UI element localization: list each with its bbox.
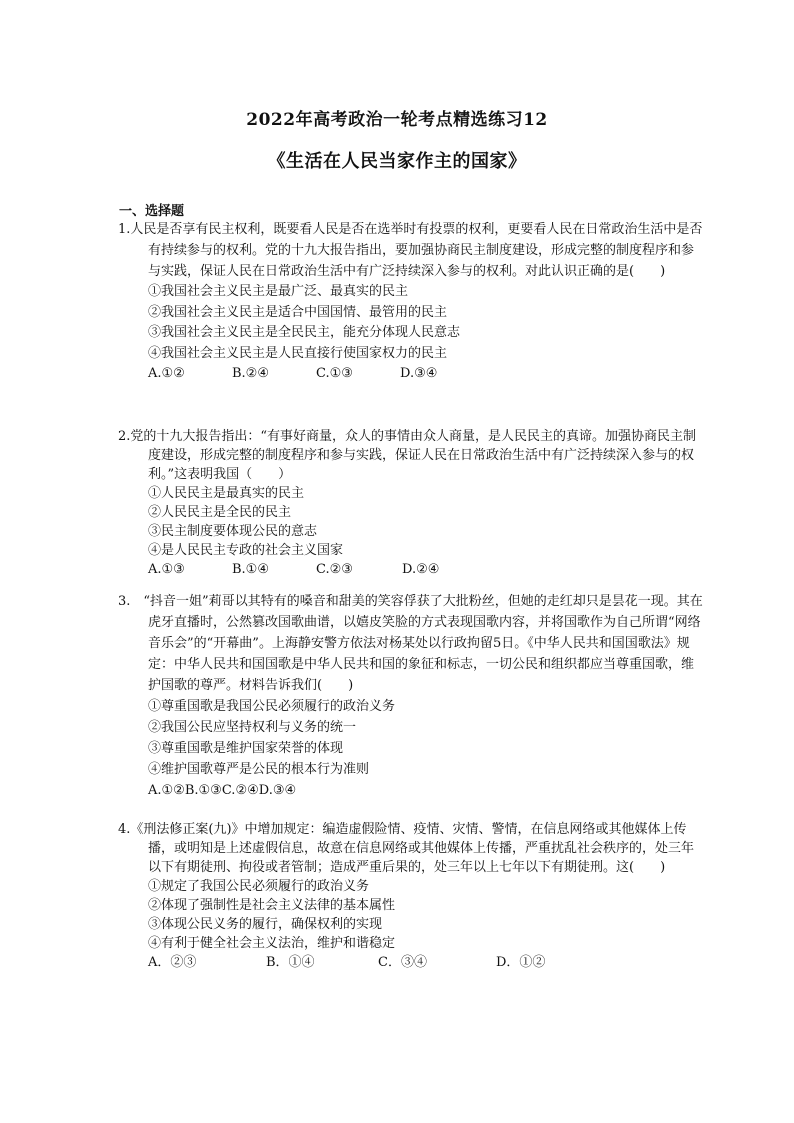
answer-choices — [118, 953, 703, 972]
question-3 — [118, 591, 703, 801]
answer-choice-b: B．①④ — [266, 955, 315, 970]
document-subtitle: 《生活在人民当家作主的国家》 — [267, 151, 527, 172]
question-option: ①尊重国歌是我国公民必须履行的政治义务 — [148, 699, 396, 714]
question-2 — [118, 427, 703, 579]
question-option: ③体现公民义务的履行，确保权利的实现 — [148, 917, 383, 932]
answer-choices — [118, 560, 703, 579]
question-stem: 4.《刑法修正案(九)》中增加规定：编造虚假险情、疫情、灾情、警情，在信息网络或其他媒体上传播，或明知是上述虚假信息，故意在信息网络或其他媒体上传播，严重扰乱社会秩序的，处三年以下有期徒刑、拘役或者管制；造成严重后果的，处三年以上七年以下有期徒刑。这( ) — [118, 822, 695, 875]
question-option: ①规定了我国公民必须履行的政治义务 — [148, 879, 370, 894]
question-option: ③民主制度要体现公民的意志 — [148, 524, 318, 539]
question-option: ③尊重国歌是维护国家荣誉的体现 — [148, 741, 344, 756]
answer-choice-a: A．②③ — [148, 955, 197, 970]
question-stem: 3. “抖音一姐”莉哥以其特有的嗓音和甜美的笑容俘获了大批粉丝，但她的走红却只是昙花一现。其在虎牙直播时，公然篡改国歌曲谱，以嬉皮笑脸的方式表现国歌内容，并将国歌作为自己所谓“网络音乐会”的“开幕曲”。上海静安警方依法对杨某处以行政拘留5日。《中华人民共和国国歌法》规定：中华人民共和国国歌是中华人民共和国的象征和标志，一切公民和组织都应当尊重国歌，维护国歌的尊严。材料告诉我们( ) — [118, 594, 703, 693]
answer-choices — [118, 364, 703, 385]
question-option: ①人民民主是最真实的民主 — [148, 486, 305, 501]
question-option: ①我国社会主义民主是最广泛、最真实的民主 — [148, 284, 409, 299]
question-option: ④我国社会主义民主是人民直接行使国家权力的民主 — [148, 345, 448, 361]
document-title: 2022年高考政治一轮考点精选练习12 — [246, 110, 548, 130]
answer-choice-d: D.③④ — [400, 366, 438, 381]
answer-choice-c: C.①③ — [316, 366, 353, 381]
answer-choices: A.①②B.①③C.②④D.③④ — [148, 783, 297, 798]
question-4 — [118, 820, 703, 972]
question-option: ②我国公民应坚持权利与义务的统一 — [148, 720, 357, 735]
question-option: ②体现了强制性是社会主义法律的基本属性 — [148, 898, 396, 913]
answer-choice-d: D.②④ — [402, 562, 440, 577]
answer-choice-b: B.①④ — [232, 562, 269, 577]
answer-choice-b: B.②④ — [232, 366, 269, 381]
question-option: ④是人民民主专政的社会主义国家 — [148, 543, 344, 558]
section-heading: 一、选择题 — [119, 204, 185, 219]
answer-choice-a: A.①③ — [148, 562, 185, 577]
answer-choice-a: A.①② — [148, 366, 185, 381]
answer-choice-d: D．①② — [496, 955, 546, 970]
answer-choice-c: C.②③ — [316, 562, 353, 577]
question-option: ②我国社会主义民主是适合中国国情、最管用的民主 — [148, 304, 448, 320]
question-option: ④维护国歌尊严是公民的根本行为准则 — [148, 762, 370, 777]
question-option: ③我国社会主义民主是全民民主，能充分体现人民意志 — [148, 325, 461, 340]
question-stem: 1.人民是否享有民主权利，既要看人民是否在选举时有投票的权利，更要看人民在日常政治生活中是否有持续参与的权利。党的十九大报告指出，要加强协商民主制度建设，形成完整的制度程序和参与实践，保证人民在日常政治生活中有广泛持续深入参与的权利。对此认识正确的是( ) — [118, 222, 703, 279]
question-option: ②人民民主是全民的民主 — [148, 505, 292, 520]
question-option: ④有利于健全社会主义法治，维护和谐稳定 — [148, 936, 396, 951]
question-stem: 2.党的十九大报告指出：“有事好商量，众人的事情由众人商量，是人民民主的真谛。加强协商民主制度建设，形成完整的制度程序和参与实践，保证人民在日常政治生活中有广泛持续深入参与的权利。”这表明我国（ ） — [118, 429, 697, 482]
question-1 — [118, 219, 703, 385]
answer-choice-c: C．③④ — [378, 955, 427, 970]
